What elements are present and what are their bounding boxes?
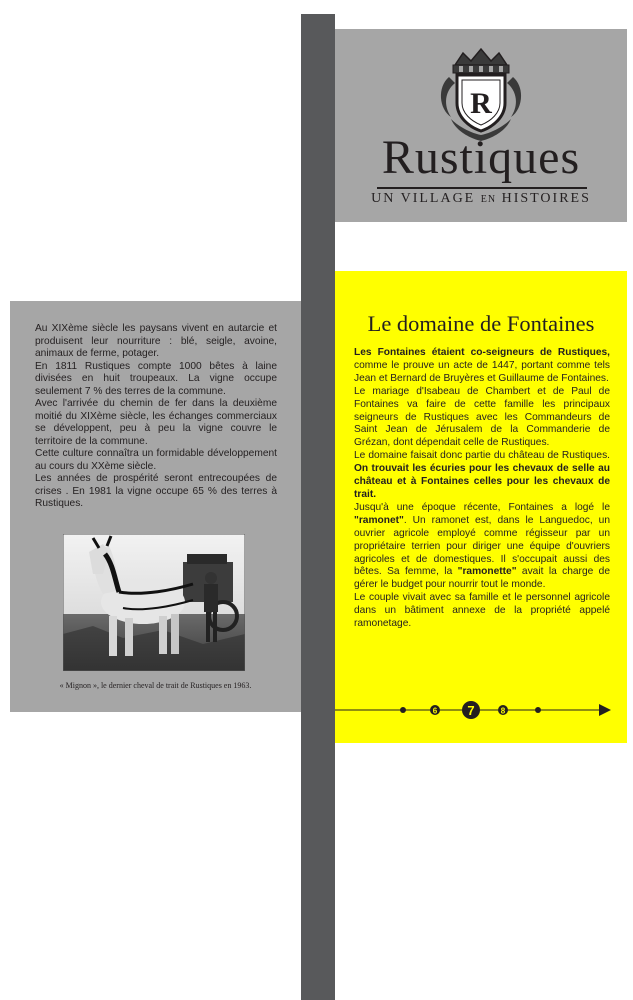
body-text: . Un ramonet est, dans le Languedoc, un ouvrier agricole employé comme régisseur par un propriétaire terrien pour diriger une équipe d'ouvriers agricoles et de domestiques. Il s'occupait aussi des bêtes. Sa femme, la — [354, 514, 610, 578]
body-text: Jusqu'à une époque récente, Fontaines a logé le — [354, 501, 610, 513]
history-paragraph: En 1811 Rustiques compte 1000 bêtes à laine divisées en huit troupeaux. La vigne occupe seulement 7 % des terres de la commune. — [35, 360, 277, 397]
stop-previous[interactable] — [430, 705, 440, 716]
brand-underline — [377, 187, 587, 189]
history-paragraph: Au XIXème siècle les paysans vivent en autarcie et produisent leur nourriture : blé, seigle, avoine, animaux de ferme, potager. — [35, 323, 277, 359]
crest-letter: R — [470, 87, 492, 120]
coat-of-arms-icon — [433, 47, 529, 143]
stop-next[interactable] — [498, 705, 508, 716]
horse-photo — [63, 534, 245, 671]
stop-next-number: 8 — [500, 706, 506, 716]
bold-text: "ramonette" — [457, 566, 517, 578]
body-text: avait la charge de gérer le budget pour nourrir tout le monde. — [354, 566, 610, 591]
tagline — [335, 191, 627, 207]
stop-previous-number: 6 — [432, 706, 438, 716]
panel-paragraph: Le couple vivait avec sa famille et le personnel agricole dans un bâtiment annexe de la propriété appelé ramonetage. — [354, 592, 610, 630]
bold-text: "ramonet" — [354, 514, 404, 526]
bold-text: Les Fontaines étaient co-seigneurs de Rustiques, — [354, 347, 610, 358]
tagline-small: EN — [480, 194, 497, 205]
history-paragraph: Avec l'arrivée du chemin de fer dans la deuxième moitié du XIXème siècle, les échanges commerciaux se développent, peu à peu la vigne couvre le territoire de la commune. — [35, 398, 277, 447]
history-panel — [10, 301, 301, 712]
panel-paragraph — [354, 502, 610, 592]
panel-text — [354, 347, 610, 631]
panel-paragraph: Le mariage d'Isabeau de Chambert et de Paul de Fontaines va faire de cette famille les principaux seigneurs de Rustiques avec les Commandeurs de Saint Jean de Jérusalem de la Commanderie de Grézan, dont dépendait celle de Rustiques. — [354, 385, 610, 449]
panel-paragraph — [354, 347, 610, 386]
body-text: Le domaine faisait donc partie du château de Rustiques. — [354, 450, 610, 462]
signpost-pole — [301, 14, 335, 1000]
info-panel — [335, 271, 627, 743]
tagline-part1: UN VILLAGE — [371, 191, 476, 206]
body-text: comme le prouve un acte de 1447, portant comme tels Jean et Bernard de Bruyères et Guillaume de Fontaines. — [354, 359, 610, 384]
stop-current-number: 7 — [467, 703, 475, 718]
stop-current[interactable] — [462, 701, 480, 719]
trail-dot — [535, 707, 541, 713]
tagline-part2: HISTOIRES — [501, 191, 591, 206]
arrow-right-icon — [599, 704, 611, 716]
history-paragraph: Les années de prospérité seront entrecoupées de crises . En 1981 la vigne occupe 65 % des terres à Rustiques. — [35, 473, 277, 509]
panel-title: Le domaine de Fontaines — [367, 311, 595, 336]
panel-paragraph — [354, 450, 610, 502]
trail-navigation — [335, 697, 627, 727]
photo-caption: « Mignon », le dernier cheval de trait de Rustiques en 1963. — [59, 681, 252, 690]
brand-name: Rustiques — [381, 131, 581, 184]
history-text — [35, 323, 277, 511]
trail-dot — [400, 707, 406, 713]
header-panel — [335, 29, 627, 222]
bold-text: On trouvait les écuries pour les chevaux de selle au château et à Fontaines celles pour les chevaux de trait. — [354, 463, 610, 500]
history-paragraph: Cette culture connaîtra un formidable développement au cours du XXème siècle. — [35, 448, 277, 472]
